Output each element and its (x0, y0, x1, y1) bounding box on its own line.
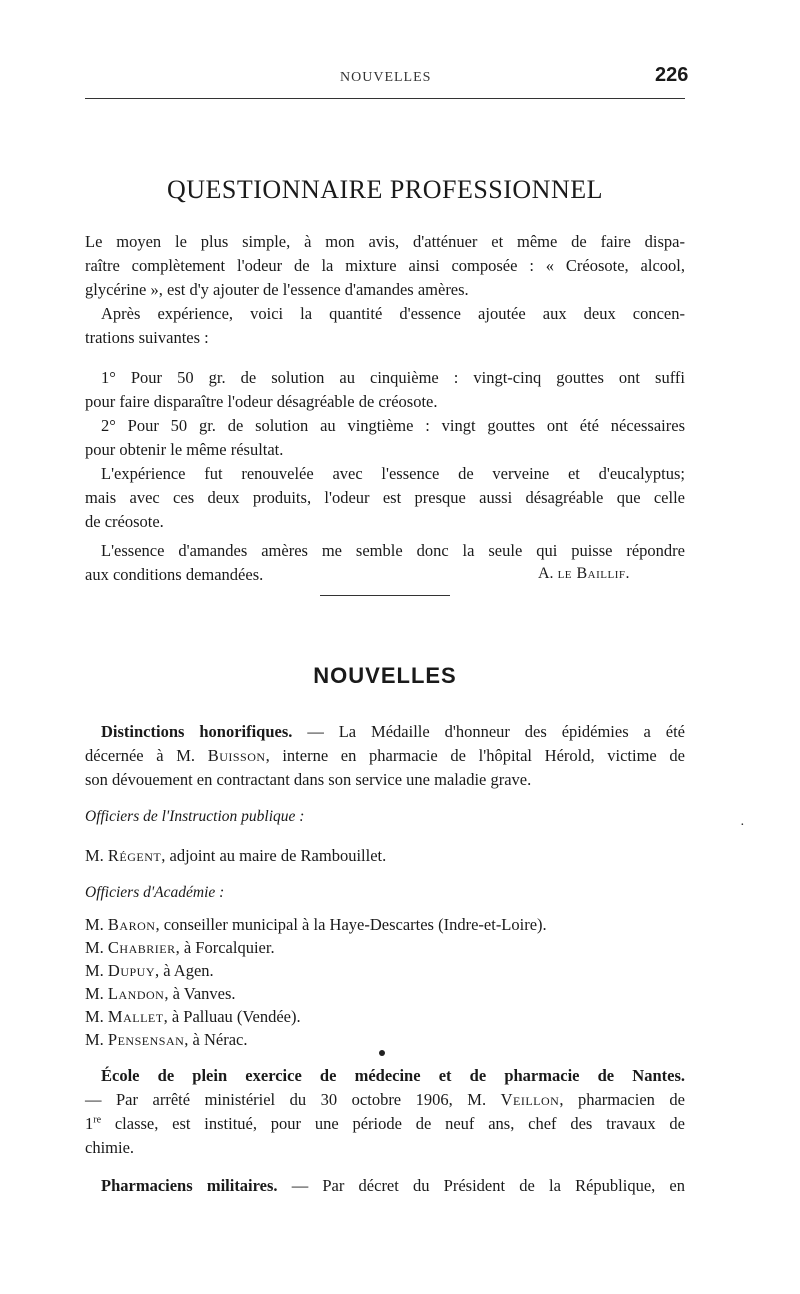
list-item (85, 915, 547, 935)
honorific: M. (85, 961, 108, 980)
person-name: Dupuy (107, 961, 156, 980)
section-separator (320, 595, 450, 596)
list-item (85, 938, 275, 958)
ecole-text: — Par arrêté ministériel du 30 octobre 1906, M. (85, 1090, 501, 1109)
questionnaire-line: L'expérience fut renouvelée avec l'essence de verveine et d'eucalyptus; (101, 464, 685, 483)
entry-text: , à Forcalquier. (175, 938, 275, 957)
person-name: Mallet (107, 1007, 164, 1026)
honorific: M. (85, 1007, 108, 1026)
questionnaire-line: mais avec ces deux produits, l'odeur est presque aussi désagréable que celle (85, 488, 685, 507)
person-name: Veillon (500, 1090, 560, 1109)
person-name: Pensensan (107, 1030, 185, 1049)
pharmaciens-line (101, 1176, 685, 1196)
signature-prefix: A. (538, 565, 558, 582)
questionnaire-line: 2° Pour 50 gr. de solution au vingtième : vingt gouttes ont été nécessaires (101, 416, 685, 435)
person-name: Régent (107, 846, 162, 865)
person-name: Chabrier (107, 938, 176, 957)
distinctions-text: , interne en pharmacie de l'hôpital Hérold, victime de (265, 746, 685, 765)
margin-mark: · (740, 818, 745, 833)
questionnaire-line: de créosote. (85, 512, 164, 531)
person-name: Baron (107, 915, 156, 934)
questionnaire-line: L'essence d'amandes amères me semble donc la seule qui puisse répondre (101, 541, 685, 560)
ecole-text: 1 (85, 1114, 94, 1133)
header-rule (85, 98, 685, 99)
questionnaire-line: Après expérience, voici la quantité d'essence ajoutée aux deux concen- (101, 304, 685, 323)
signature (538, 565, 630, 583)
distinctions-line (85, 746, 685, 766)
questionnaire-line: 1° Pour 50 gr. de solution au cinquième : vingt-cinq gouttes ont suffi (101, 368, 685, 387)
nouvelles-title: NOUVELLES (313, 663, 457, 688)
questionnaire-line: pour faire disparaître l'odeur désagréable de créosote. (85, 392, 438, 411)
distinctions-text: — La Médaille d'honneur des épidémies a été (292, 722, 685, 741)
list-item (85, 1030, 248, 1050)
entry-text: , conseiller municipal à la Haye-Descartes (Indre-et-Loire). (155, 915, 547, 934)
honorific: M. (85, 915, 108, 934)
distinctions-line (101, 722, 685, 742)
ecole-line (85, 1090, 685, 1110)
ecole-text: , pharmacien de (559, 1090, 686, 1109)
questionnaire-line: aux conditions demandées. (85, 565, 264, 584)
officiers-academie-label: Officiers d'Académie : (85, 884, 225, 901)
questionnaire-line: trations suivantes : (85, 328, 209, 347)
honorific: M. (85, 846, 108, 865)
distinctions-heading: Distinctions honorifiques. (101, 722, 293, 741)
questionnaire-line: raître complètement l'odeur de la mixture ainsi composée : « Créosote, alcool, (85, 256, 685, 275)
honorific: M. (85, 984, 108, 1003)
ordinal-suffix: re (93, 1114, 102, 1126)
ecole-line (85, 1114, 685, 1134)
list-item (85, 1007, 301, 1027)
ecole-line: chimie. (85, 1138, 135, 1157)
page-number: 226 (655, 64, 689, 86)
pharmaciens-text: — Par décret du Président de la République, en (277, 1176, 686, 1195)
distinctions-line: son dévouement en contractant dans son service une maladie grave. (85, 770, 532, 789)
running-head: NOUVELLES (340, 70, 432, 85)
person-name: Buisson (207, 746, 266, 765)
officiers-instruction-label: Officiers de l'Instruction publique : (85, 808, 305, 825)
ecole-heading: École de plein exercice de médecine et de pharmacie de Nantes. (101, 1066, 685, 1085)
honorific: M. (85, 938, 108, 957)
entry-text: , adjoint au maire de Rambouillet. (161, 846, 387, 865)
questionnaire-line: pour obtenir le même résultat. (85, 440, 284, 459)
ink-dot (379, 1050, 385, 1056)
questionnaire-line: Le moyen le plus simple, à mon avis, d'atténuer et même de faire dispa- (85, 232, 685, 251)
questionnaire-title: QUESTIONNAIRE PROFESSIONNEL (166, 175, 603, 204)
list-item (85, 984, 236, 1004)
signature-name: le Baillif. (557, 565, 630, 582)
pharmaciens-heading: Pharmaciens militaires. (101, 1176, 278, 1195)
list-item (85, 961, 214, 981)
person-name: Landon (107, 984, 165, 1003)
distinctions-text: décernée à M. (85, 746, 208, 765)
entry-text: , à Vanves. (164, 984, 236, 1003)
honorific: M. (85, 1030, 108, 1049)
questionnaire-line: glycérine », est d'y ajouter de l'essence d'amandes amères. (85, 280, 469, 299)
entry-text: , à Palluau (Vendée). (163, 1007, 301, 1026)
list-item (85, 846, 386, 866)
entry-text: , à Nérac. (184, 1030, 248, 1049)
ecole-text: classe, est institué, pour une période de neuf ans, chef des travaux de (101, 1114, 685, 1133)
entry-text: , à Agen. (155, 961, 214, 980)
